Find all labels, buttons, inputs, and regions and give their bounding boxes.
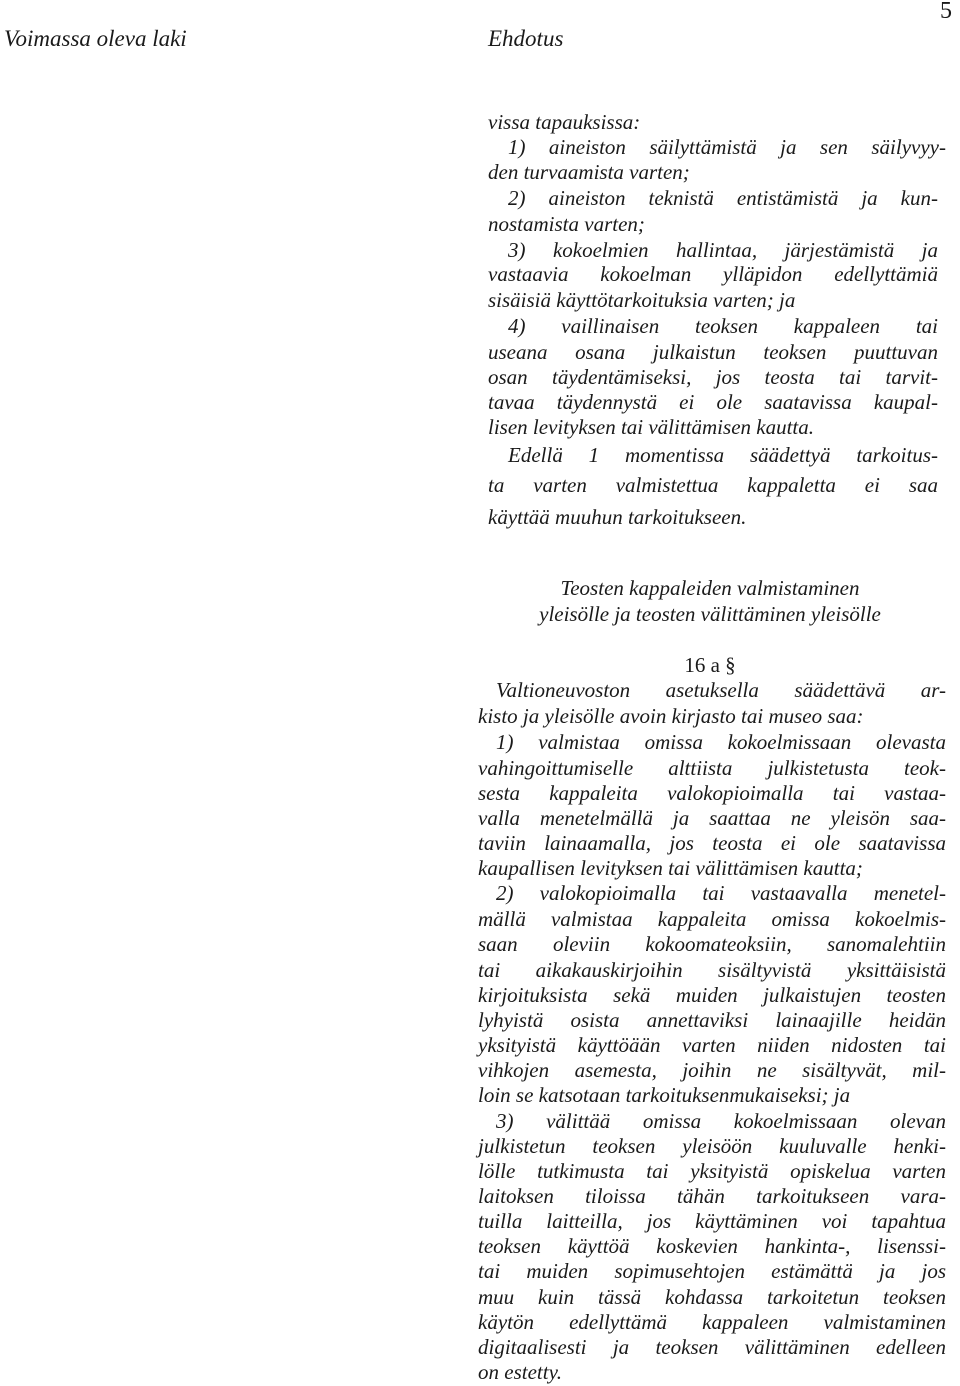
text-line: laitoksen tiloissa tähän tarkoitukseen vara- [478, 1184, 946, 1208]
text-line: Edellä 1 momentissa säädettyä tarkoitus- [508, 443, 938, 467]
text-line: kisto ja yleisölle avoin kirjasto tai museo saa: [478, 704, 864, 728]
header-current-law: Voimassa oleva laki [4, 26, 187, 51]
text-line: taviin lainaamalla, jos teosta ei ole saatavissa [478, 831, 946, 855]
section-heading-line: yleisölle ja teosten välittäminen yleisölle [539, 602, 881, 626]
text-line: kaupallisen levityksen tai välittämisen kautta; [478, 856, 863, 880]
text-line: 2) aineiston teknistä entistämistä ja kun- [508, 186, 938, 210]
text-line: tuilla laitteilla, jos käyttäminen voi tapahtua [478, 1209, 946, 1233]
text-line: osan täydentämiseksi, jos teosta tai tarvit- [488, 365, 938, 389]
text-line: loin se katsotaan tarkoituksenmukaiseksi; ja [478, 1083, 851, 1107]
text-line: digitaalisesti ja teoksen välittäminen edelleen [478, 1335, 946, 1359]
text-line: muu kuin tässä kohdassa tarkoitetun teoksen [478, 1285, 946, 1309]
text-line: vastaavia kokoelman ylläpidon edellyttämiä [488, 262, 938, 286]
text-line: kirjoituksista sekä muiden julkaistujen teosten [478, 983, 946, 1007]
text-line: nostamista varten; [488, 212, 645, 236]
text-line: teoksen käyttöä koskevien hankinta-, lisenssi- [478, 1234, 946, 1258]
text-line: vahingoittumiselle alttiista julkistetusta teok- [478, 756, 946, 780]
text-line: 1) valmistaa omissa kokoelmissaan olevasta [496, 730, 946, 754]
header-proposal: Ehdotus [488, 26, 564, 51]
text-line: ta varten valmistettua kappaletta ei saa [488, 473, 938, 497]
text-line: 3) välittää omissa kokoelmissaan olevan [496, 1109, 946, 1133]
text-line: valla menetelmällä ja saattaa ne yleisön saa- [478, 806, 946, 830]
text-line: useana osana julkaistun teoksen puuttuvan [488, 340, 938, 364]
text-line: sesta kappaleita valokopioimalla tai vastaa- [478, 781, 946, 805]
page-number: 5 [940, 0, 952, 24]
text-line: Valtioneuvoston asetuksella säädettävä ar- [496, 678, 946, 702]
text-line: den turvaamista varten; [488, 160, 690, 184]
text-line: mällä valmistaa kappaleita omissa kokoelmis- [478, 907, 946, 931]
text-line: lölle tutkimusta tai yksityistä opiskelua varten [478, 1159, 946, 1183]
text-line: 1) aineiston säilyttämistä ja sen säilyvyy- [508, 135, 946, 159]
text-line: tai aikakauskirjoihin sisältyvistä yksittäisistä [478, 958, 946, 982]
text-line: tavaa täydennystä ei ole saatavissa kaupal- [488, 390, 938, 414]
text-line: lyhyistä osista annettaviksi lainaajille heidän [478, 1008, 946, 1032]
text-line: lisen levityksen tai välittämisen kautta. [488, 415, 815, 439]
text-line: saan oleviin kokoomateoksiin, sanomalehtiin [478, 932, 946, 956]
text-line: on estetty. [478, 1360, 562, 1384]
text-line: käyttää muuhun tarkoitukseen. [488, 505, 747, 529]
text-line: vissa tapauksissa: [488, 110, 641, 134]
section-number: 16 a § [684, 653, 736, 677]
text-line: yksityistä käyttöään varten niiden nidosten tai [478, 1033, 946, 1057]
text-line: 3) kokoelmien hallintaa, järjestämistä ja [508, 238, 938, 262]
text-line: tai muiden sopimusehtojen estämättä ja jos [478, 1259, 946, 1283]
text-line: vihkojen asemesta, joihin ne sisältyvät, mil- [478, 1058, 946, 1082]
text-line: käytön edellyttämä kappaleen valmistaminen [478, 1310, 946, 1334]
section-heading-line: Teosten kappaleiden valmistaminen [560, 576, 860, 600]
text-line: julkistetun teoksen yleisöön kuuluvalle henki- [478, 1134, 946, 1158]
text-line: 4) vaillinaisen teoksen kappaleen tai [508, 314, 938, 338]
text-line: sisäisiä käyttötarkoituksia varten; ja [488, 288, 796, 312]
text-line: 2) valokopioimalla tai vastaavalla menetel- [496, 881, 946, 905]
